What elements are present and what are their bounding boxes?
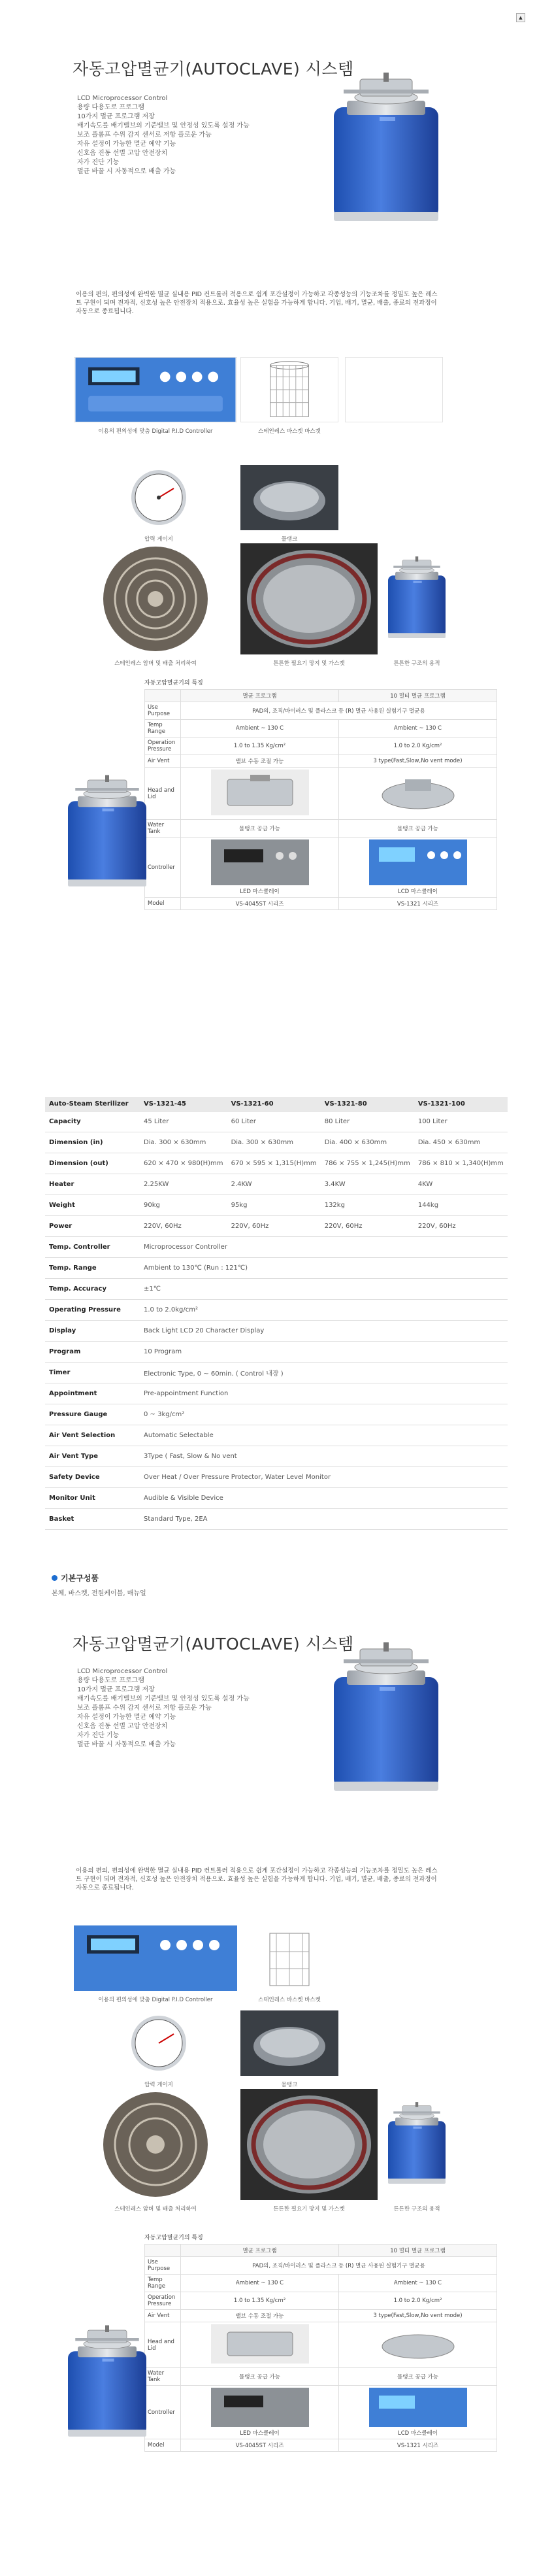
feature-item: 신호음 진동 선별 고압 안전장치 bbox=[77, 1723, 168, 1730]
row-label: Basket bbox=[45, 1509, 140, 1530]
gallery-item bbox=[240, 465, 338, 543]
feature-item: 멸균 바꿀 시 자동적으로 배출 가능 bbox=[77, 168, 176, 175]
feature-item: 보조 플롬프 수위 감지 센서로 저항 플로운 가능 bbox=[77, 1704, 212, 1712]
row-label: Operating Pressure bbox=[45, 1300, 140, 1321]
row-label: Use Purpose bbox=[145, 702, 181, 720]
row-label: Temp Range bbox=[145, 720, 181, 737]
gallery-caption: 압력 게이지 bbox=[144, 2082, 173, 2088]
table-row bbox=[145, 690, 497, 702]
table-cell: 물탱크 공급 가능 bbox=[181, 820, 339, 838]
table-cell: 3 type(Fast,Slow,No vent mode) bbox=[339, 2310, 497, 2322]
table-cell: Dia. 300 × 630mm bbox=[140, 1132, 227, 1153]
row-label: Water Tank bbox=[145, 820, 181, 838]
table-cell-text: LED 마스클레이 bbox=[240, 889, 280, 895]
row-label: Monitor Unit bbox=[45, 1488, 140, 1509]
table-cell: 1.0 to 1.35 Kg/cm² bbox=[181, 2292, 339, 2310]
table-cell: 10 멀티 멸균 프로그램 bbox=[339, 690, 497, 702]
table-cell bbox=[181, 2386, 339, 2439]
table-cell bbox=[181, 768, 339, 820]
table-row bbox=[145, 820, 497, 838]
table-row bbox=[45, 1258, 508, 1279]
spec-table bbox=[45, 1097, 508, 1530]
column-header: VS-1321-80 bbox=[321, 1097, 414, 1111]
feature-item: 용량 다용도로 프로그램 bbox=[77, 1677, 144, 1684]
table-cell bbox=[339, 768, 497, 820]
feature-item: 자가 진단 기능 bbox=[77, 159, 120, 166]
autoclave-hero-image bbox=[321, 71, 451, 228]
gallery-caption: 스테인레스 암버 및 배출 처리하여 bbox=[114, 2206, 197, 2212]
table-cell: Over Heat / Over Pressure Protector, Water Level Monitor bbox=[140, 1467, 508, 1488]
table-row bbox=[145, 2275, 497, 2292]
autoclave-side-image bbox=[58, 2324, 156, 2442]
intro-text: 이용의 편의, 편의성에 완벽한 멸균 실내용 PID 컨트롤러 적용으로 쉽게 포간설정이 가능하고 각종성능의 기능조차를 정밀도 높은 레스트 구현이 되며 전자적, 신호성 높은 안전장치 적용으로. 효율성 높은 실험을 가능하게 합니다. 기업, 배기, 멸균, 배출, 종료의 전과정이 자동으로 종료됩니다. bbox=[76, 1867, 438, 1891]
hero bbox=[46, 22, 491, 238]
product-title: 자동고압멸균기(AUTOCLAVE) 시스템 bbox=[73, 1635, 354, 1653]
hero bbox=[46, 1605, 491, 1821]
table-cell: 132kg bbox=[321, 1195, 414, 1216]
table-cell: 밸브 수동 조절 가능 bbox=[181, 755, 339, 768]
table-cell: 1.0 to 2.0 Kg/cm² bbox=[339, 2292, 497, 2310]
lid-photo bbox=[369, 770, 467, 815]
table-cell bbox=[181, 2322, 339, 2368]
table-cell bbox=[339, 2322, 497, 2368]
table-row bbox=[45, 1488, 508, 1509]
table-cell-text: LCD 마스클레이 bbox=[398, 889, 438, 895]
row-label: Program bbox=[45, 1342, 140, 1363]
row-label: Model bbox=[145, 898, 181, 910]
row-label: Head and Lid bbox=[145, 2322, 181, 2368]
gallery-caption: 튼튼한 필요기 망지 및 가스켓 bbox=[273, 2206, 345, 2212]
table-cell: 3 type(Fast,Slow,No vent mode) bbox=[339, 755, 497, 768]
column-header: VS-1321-100 bbox=[414, 1097, 508, 1111]
table-row bbox=[45, 1195, 508, 1216]
row-label: Air Vent Type bbox=[45, 1446, 140, 1467]
water-tank-photo bbox=[240, 465, 338, 530]
table-cell: 0 ~ 3kg/cm² bbox=[140, 1404, 508, 1425]
table-cell bbox=[181, 838, 339, 898]
lid-gasket-photo bbox=[240, 543, 378, 654]
table-cell: ±1℃ bbox=[140, 1279, 508, 1300]
feature-item: 멸균 바꿀 시 자동적으로 배출 가능 bbox=[77, 1741, 176, 1748]
table-cell: VS-4045ST 시리즈 bbox=[181, 898, 339, 910]
feature-list bbox=[77, 94, 250, 177]
lid-photo bbox=[369, 2324, 467, 2364]
table-cell: 10 멀티 멸균 프로그램 bbox=[339, 2245, 497, 2257]
table-cell: VS-4045ST 시리즈 bbox=[181, 2439, 339, 2452]
lid-gasket-photo bbox=[240, 2089, 378, 2200]
autoclave-hero-image bbox=[321, 1641, 451, 1798]
led-controller-photo bbox=[211, 839, 309, 885]
gallery-caption: 이용의 편의성에 맞춤 Digital P.I.D Controller bbox=[98, 1997, 213, 2003]
table-row bbox=[45, 1216, 508, 1237]
row-label: Safety Device bbox=[45, 1467, 140, 1488]
chamber-photo bbox=[74, 543, 237, 654]
table-cell: Electronic Type, 0 ~ 60min. ( Control 내장 ) bbox=[140, 1363, 508, 1383]
table-row bbox=[145, 2245, 497, 2257]
feature-item: 배기속도를 배기밸브의 기준밸브 및 안정성 있도록 설정 가능 bbox=[77, 122, 250, 129]
features-table-title: 자동고압멸균기의 특징 bbox=[144, 680, 203, 686]
table-cell: 220V, 60Hz bbox=[414, 1216, 508, 1237]
table-row bbox=[145, 768, 497, 820]
table-cell: 786 × 755 × 1,245(H)mm bbox=[321, 1153, 414, 1174]
gallery-item bbox=[240, 357, 338, 435]
table-header-row bbox=[45, 1097, 508, 1111]
row-label: Temp. Controller bbox=[45, 1237, 140, 1258]
table-cell bbox=[339, 2386, 497, 2439]
table-cell: 2.25KW bbox=[140, 1174, 227, 1195]
lid-photo bbox=[211, 770, 309, 815]
table-cell: 60 Liter bbox=[227, 1111, 321, 1132]
table-cell: PAD의, 조직/바이러스 및 플라스크 등 (R) 멸균 사용된 실험기구 멸균용 bbox=[181, 702, 497, 720]
row-label: Weight bbox=[45, 1195, 140, 1216]
row-label: Controller bbox=[145, 838, 181, 898]
table-cell: Ambient to 130℃ (Run : 121℃) bbox=[140, 1258, 508, 1279]
table-cell: 2.4KW bbox=[227, 1174, 321, 1195]
feature-item: 자유 설정이 가능한 멸균 예약 기능 bbox=[77, 141, 176, 148]
led-controller-photo bbox=[211, 2388, 309, 2427]
table-cell: 멸균 프로그램 bbox=[181, 2245, 339, 2257]
autoclave-body-photo bbox=[381, 543, 453, 654]
table-cell: 95kg bbox=[227, 1195, 321, 1216]
row-label: Power bbox=[45, 1216, 140, 1237]
row-label: Water Tank bbox=[145, 2368, 181, 2386]
table-row bbox=[45, 1446, 508, 1467]
table-cell: 물탱크 공급 가능 bbox=[339, 2368, 497, 2386]
gallery-item bbox=[240, 1925, 338, 2003]
empty-photo bbox=[345, 357, 443, 422]
gallery-item bbox=[240, 543, 378, 667]
table-row bbox=[45, 1363, 508, 1383]
feature-list bbox=[77, 1667, 250, 1750]
gallery-item bbox=[240, 2010, 338, 2088]
feature-item: 10가지 멸균 프로그램 저장 bbox=[77, 1686, 155, 1693]
row-label: Use Purpose bbox=[145, 2257, 181, 2275]
table-row bbox=[145, 2310, 497, 2322]
gallery-caption: 튼튼한 구조의 용적 bbox=[393, 2206, 440, 2212]
table-row bbox=[145, 2386, 497, 2439]
autoclave-body-photo bbox=[381, 2089, 453, 2200]
gallery-caption: 물탱크 bbox=[281, 536, 298, 543]
gallery-caption: 이용의 편의성에 맞춤 Digital P.I.D Controller bbox=[98, 428, 213, 435]
table-cell: Ambient ~ 130 C bbox=[181, 2275, 339, 2292]
table-row bbox=[145, 2439, 497, 2452]
table-cell: 3.4KW bbox=[321, 1174, 414, 1195]
table-row bbox=[45, 1279, 508, 1300]
gallery-item bbox=[381, 543, 453, 667]
table-cell: Ambient ~ 130 C bbox=[339, 720, 497, 737]
table-cell-text: LCD 마스클레이 bbox=[398, 2430, 438, 2437]
table-cell: 밸브 수동 조절 가능 bbox=[181, 2310, 339, 2322]
table-cell bbox=[145, 2245, 181, 2257]
table-row bbox=[145, 2292, 497, 2310]
table-cell: VS-1321 시리즈 bbox=[339, 898, 497, 910]
row-label: Model bbox=[145, 2439, 181, 2452]
table-row bbox=[45, 1425, 508, 1446]
table-cell: 144kg bbox=[414, 1195, 508, 1216]
table-cell: 100 Liter bbox=[414, 1111, 508, 1132]
product-section-1 bbox=[46, 22, 491, 1088]
row-label: Heater bbox=[45, 1174, 140, 1195]
table-cell: Dia. 400 × 630mm bbox=[321, 1132, 414, 1153]
feature-item: 용량 다용도로 프로그램 bbox=[77, 104, 144, 111]
row-label: Air Vent bbox=[145, 755, 181, 768]
basic-config-title-text: 기본구성품 bbox=[61, 1574, 99, 1583]
chamber-photo bbox=[74, 2089, 237, 2200]
table-cell bbox=[145, 690, 181, 702]
table-row bbox=[45, 1321, 508, 1342]
row-label: Temp. Accuracy bbox=[45, 1279, 140, 1300]
column-header: Auto-Steam Sterilizer bbox=[45, 1097, 140, 1111]
table-cell: 80 Liter bbox=[321, 1111, 414, 1132]
table-cell: 45 Liter bbox=[140, 1111, 227, 1132]
row-label: Air Vent bbox=[145, 2310, 181, 2322]
table-row bbox=[45, 1300, 508, 1321]
row-label: Temp. Range bbox=[45, 1258, 140, 1279]
table-cell bbox=[339, 838, 497, 898]
feature-item: LCD Microprocessor Control bbox=[77, 1668, 168, 1675]
row-label: Dimension (out) bbox=[45, 1153, 140, 1174]
gallery-caption: 스테인레스 암버 및 배출 처리하여 bbox=[114, 660, 197, 667]
table-row bbox=[145, 755, 497, 768]
table-cell: Standard Type, 2EA bbox=[140, 1509, 508, 1530]
feature-item: 자유 설정이 가능한 멸균 예약 기능 bbox=[77, 1714, 176, 1721]
row-label: Head and Lid bbox=[145, 768, 181, 820]
row-label: Pressure Gauge bbox=[45, 1404, 140, 1425]
scroll-up-button[interactable]: ▲ bbox=[516, 13, 525, 22]
row-label: Operation Pressure bbox=[145, 2292, 181, 2310]
table-cell: 220V, 60Hz bbox=[140, 1216, 227, 1237]
table-cell: 620 × 470 × 980(H)mm bbox=[140, 1153, 227, 1174]
table-row bbox=[145, 2322, 497, 2368]
table-cell: Back Light LCD 20 Character Display bbox=[140, 1321, 508, 1342]
table-cell: Dia. 300 × 630mm bbox=[227, 1132, 321, 1153]
row-label: Dimension (in) bbox=[45, 1132, 140, 1153]
table-cell: PAD의, 조직/바이러스 및 플라스크 등 (R) 멸균 사용된 실험기구 멸균용 bbox=[181, 2257, 497, 2275]
controller-photo bbox=[74, 1925, 237, 1991]
feature-item: 10가지 멸균 프로그램 저장 bbox=[77, 113, 155, 120]
pressure-gauge-photo bbox=[110, 2010, 208, 2076]
table-cell: 물탱크 공급 가능 bbox=[181, 2368, 339, 2386]
table-row bbox=[145, 898, 497, 910]
row-label: Operation Pressure bbox=[145, 737, 181, 755]
basic-config bbox=[52, 1572, 146, 1597]
table-cell: VS-1321 시리즈 bbox=[339, 2439, 497, 2452]
gallery-caption: 스테인레스 바스켓 바스켓 bbox=[258, 1997, 321, 2003]
table-row bbox=[45, 1467, 508, 1488]
table-cell: 220V, 60Hz bbox=[321, 1216, 414, 1237]
controller-photo bbox=[74, 357, 237, 422]
bullet-icon bbox=[52, 1575, 57, 1581]
top-bar bbox=[0, 0, 537, 22]
basket-photo bbox=[240, 1925, 338, 1991]
table-row bbox=[145, 2257, 497, 2275]
table-cell: 1.0 to 2.0 Kg/cm² bbox=[339, 737, 497, 755]
lid-photo bbox=[211, 2324, 309, 2364]
basket-photo bbox=[240, 357, 338, 422]
table-cell: Dia. 450 × 630mm bbox=[414, 1132, 508, 1153]
gallery-item bbox=[74, 543, 237, 667]
table-row bbox=[145, 702, 497, 720]
table-cell: Automatic Selectable bbox=[140, 1425, 508, 1446]
table-cell: 3Type ( Fast, Slow & No vent bbox=[140, 1446, 508, 1467]
gallery-caption: 물탱크 bbox=[281, 2082, 298, 2088]
gallery-item bbox=[110, 2010, 208, 2088]
table-cell: 1.0 to 1.35 Kg/cm² bbox=[181, 737, 339, 755]
table-row bbox=[45, 1111, 508, 1132]
features-table bbox=[144, 2244, 497, 2452]
table-cell: 90kg bbox=[140, 1195, 227, 1216]
lcd-controller-photo bbox=[369, 2388, 467, 2427]
gallery-caption: 압력 게이지 bbox=[144, 536, 173, 543]
table-row bbox=[45, 1237, 508, 1258]
gallery-item bbox=[345, 465, 443, 467]
features-table-title: 자동고압멸균기의 특징 bbox=[144, 2235, 203, 2241]
table-cell: 1.0 to 2.0kg/cm² bbox=[140, 1300, 508, 1321]
table-cell: 멸균 프로그램 bbox=[181, 690, 339, 702]
autoclave-side-image bbox=[58, 774, 156, 892]
table-row bbox=[145, 838, 497, 898]
table-row bbox=[45, 1174, 508, 1195]
pressure-gauge-photo bbox=[110, 465, 208, 530]
row-label: Appointment bbox=[45, 1383, 140, 1404]
feature-item: 배기속도를 배기밸브의 기준밸브 및 안정성 있도록 설정 가능 bbox=[77, 1695, 250, 1703]
table-row bbox=[45, 1153, 508, 1174]
table-row bbox=[45, 1404, 508, 1425]
table-cell: 670 × 595 × 1,315(H)mm bbox=[227, 1153, 321, 1174]
table-cell: 물탱크 공급 가능 bbox=[339, 820, 497, 838]
row-label: Temp Range bbox=[145, 2275, 181, 2292]
table-row bbox=[145, 2368, 497, 2386]
basic-config-title bbox=[52, 1572, 146, 1584]
gallery-caption: 튼튼한 구조의 용적 bbox=[393, 660, 440, 667]
row-label: Display bbox=[45, 1321, 140, 1342]
table-cell: Ambient ~ 130 C bbox=[181, 720, 339, 737]
table-row bbox=[45, 1342, 508, 1363]
feature-item: LCD Microprocessor Control bbox=[77, 95, 168, 102]
table-cell: 786 × 810 × 1,340(H)mm bbox=[414, 1153, 508, 1174]
table-row bbox=[45, 1509, 508, 1530]
table-cell: Pre-appointment Function bbox=[140, 1383, 508, 1404]
row-label: Controller bbox=[145, 2386, 181, 2439]
table-cell-text: LED 마스클레이 bbox=[240, 2430, 280, 2437]
column-header: VS-1321-60 bbox=[227, 1097, 321, 1111]
features-table bbox=[144, 689, 497, 910]
product-title: 자동고압멸균기(AUTOCLAVE) 시스템 bbox=[73, 59, 354, 78]
basic-config-text: 본체, 바스켓, 전원케이블, 매뉴얼 bbox=[52, 1590, 146, 1597]
spec-table-body bbox=[45, 1111, 508, 1530]
feature-item: 보조 플롬프 수위 감지 센서로 저항 플로운 가능 bbox=[77, 131, 212, 139]
gallery-caption: 튼튼한 필요기 망지 및 가스켓 bbox=[273, 660, 345, 667]
table-row bbox=[145, 737, 497, 755]
row-label: Timer bbox=[45, 1363, 140, 1383]
feature-item: 신호음 진동 선별 고압 안전장치 bbox=[77, 150, 168, 157]
gallery-caption: 스테인레스 바스켓 바스켓 bbox=[258, 428, 321, 435]
table-cell: 10 Program bbox=[140, 1342, 508, 1363]
table-cell: Microprocessor Controller bbox=[140, 1237, 508, 1258]
gallery-item bbox=[240, 2089, 378, 2212]
table-row bbox=[45, 1132, 508, 1153]
intro-text: 이용의 편의, 편의성에 완벽한 멸균 실내용 PID 컨트롤러 적용으로 쉽게 포간설정이 가능하고 각종성능의 기능조차를 정밀도 높은 레스트 구현이 되며 전자적, 신호성 높은 안전장치 적용으로. 효율성 높은 실험을 가능하게 합니다. 기업, 배기, 멸균, 배출, 종료의 전과정이 자동으로 종료됩니다. bbox=[76, 291, 438, 315]
gallery-item bbox=[110, 465, 208, 543]
water-tank-photo bbox=[240, 2010, 338, 2076]
column-header: VS-1321-45 bbox=[140, 1097, 227, 1111]
gallery-item bbox=[345, 357, 443, 425]
gallery-item bbox=[381, 2089, 453, 2212]
gallery-item bbox=[74, 2089, 237, 2212]
table-cell: 220V, 60Hz bbox=[227, 1216, 321, 1237]
table-cell: 4KW bbox=[414, 1174, 508, 1195]
table-row bbox=[45, 1383, 508, 1404]
table-row bbox=[145, 720, 497, 737]
table-cell: Audible & Visible Device bbox=[140, 1488, 508, 1509]
product-section-2 bbox=[46, 1605, 491, 2573]
feature-item: 자가 진단 기능 bbox=[77, 1732, 120, 1739]
row-label: Air Vent Selection bbox=[45, 1425, 140, 1446]
row-label: Capacity bbox=[45, 1111, 140, 1132]
gallery-item bbox=[74, 1925, 237, 2003]
table-cell: Ambient ~ 130 C bbox=[339, 2275, 497, 2292]
lcd-controller-photo bbox=[369, 839, 467, 885]
gallery-item bbox=[74, 357, 237, 435]
